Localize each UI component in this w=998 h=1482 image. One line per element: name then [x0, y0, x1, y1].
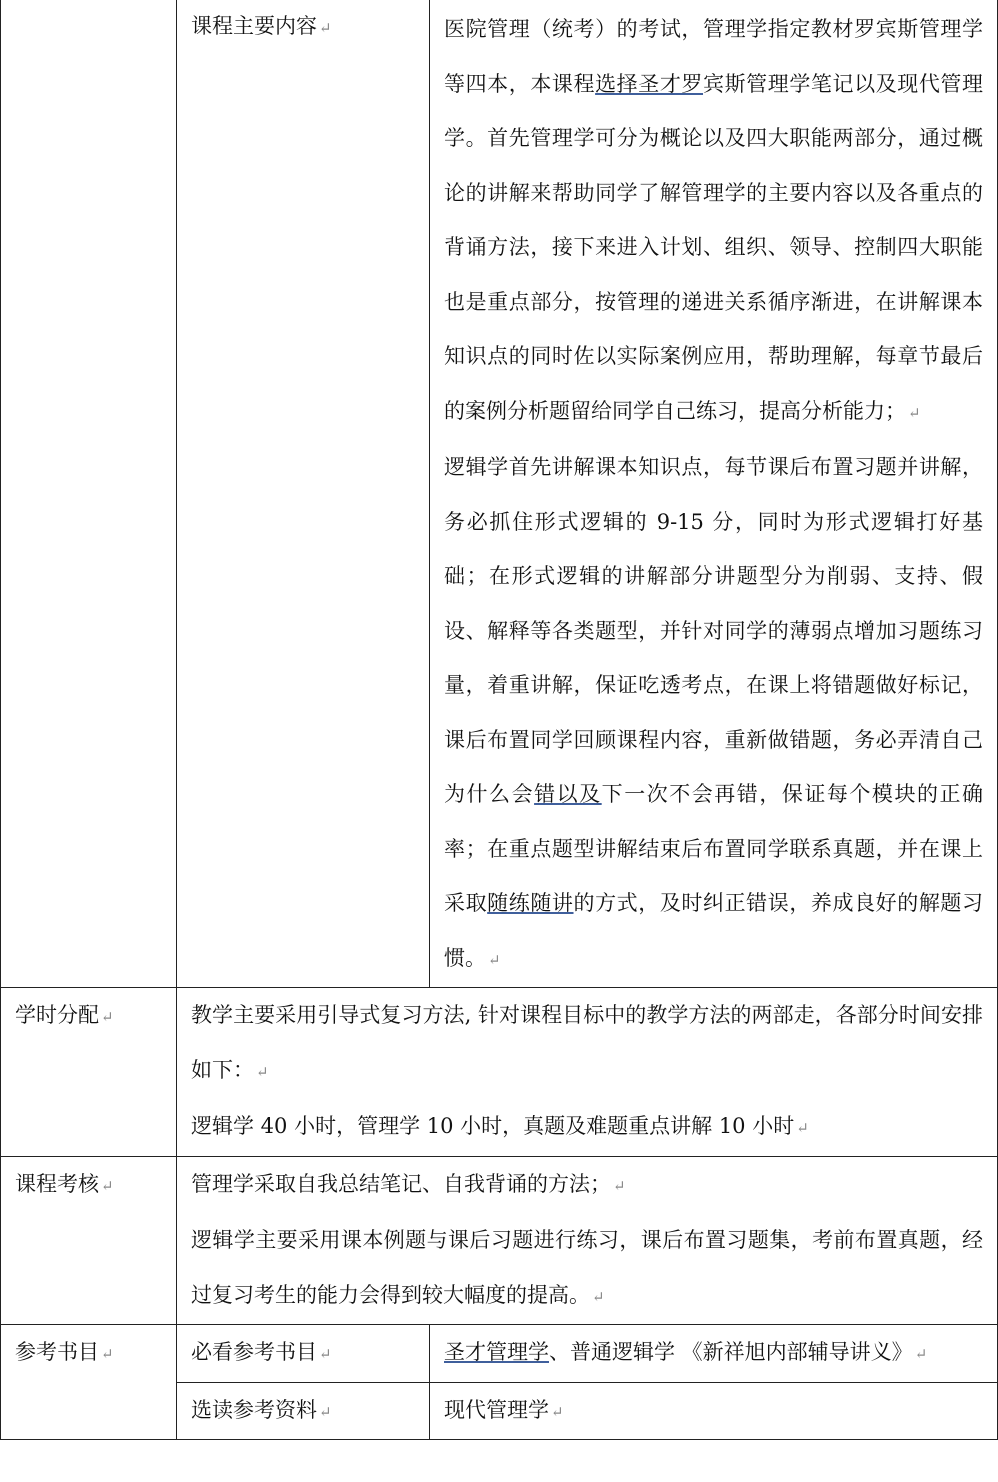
- row-books-required: [1, 1325, 998, 1383]
- hours-text-1: 教学主要采用引导式复习方法, 针对课程目标中的教学方法的两部走，各部分时间安排如下：: [191, 1003, 983, 1082]
- exam-text-1: 管理学采取自我总结笔记、自我背诵的方法；: [191, 1171, 611, 1196]
- label-cell-books: [1, 1325, 177, 1440]
- return-mark-icon: ↵: [101, 1345, 114, 1363]
- return-mark-icon: ↵: [613, 1176, 626, 1195]
- required-books-rest: 、普通逻辑学 《新祥旭内部辅导讲义》: [549, 1340, 913, 1364]
- row-hours: [1, 988, 998, 1157]
- exam-cell: [177, 1156, 998, 1325]
- return-mark-icon: ↵: [592, 1287, 605, 1306]
- optional-books-label-cell: [177, 1382, 430, 1440]
- required-book-1: 圣才管理学: [444, 1340, 549, 1364]
- hours-paragraph-1: [191, 988, 983, 1099]
- return-mark-icon: ↵: [319, 19, 332, 37]
- label-cell-content: [177, 0, 430, 988]
- management-paragraph: [444, 2, 983, 440]
- row-exam: [1, 1156, 998, 1325]
- optional-books-value: 现代管理学: [444, 1397, 549, 1422]
- return-mark-icon: ↵: [256, 1062, 269, 1081]
- optional-books-cell: [430, 1382, 998, 1440]
- management-text-2: 宾斯管理学笔记以及现代管理学。首先管理学可分为概论以及四大职能两部分，通过概论的讲解来帮助同学了解管理学的主要内容以及各重点的背诵方法，接下来进入计划、组织、领导、控制四大职能也是重点部分，按管理的递进关系循序渐进，在讲解课本知识点的同时佐以实际案例应用，帮助理解，每章节最后的案例分析题留给同学自己练习，提高分析能力；: [444, 71, 984, 423]
- required-books-cell: [430, 1325, 998, 1383]
- course-content-cell: [430, 0, 998, 988]
- logic-text-3: 的方式，及时纠正错误，养成良好的解题习惯。: [444, 891, 984, 970]
- books-label: 参考书目: [15, 1340, 99, 1364]
- return-mark-icon: ↵: [319, 1402, 332, 1421]
- return-mark-icon: ↵: [551, 1402, 564, 1421]
- hours-label: 学时分配: [15, 1003, 99, 1027]
- label-cell-exam: [1, 1156, 177, 1325]
- logic-text-1: 逻辑学首先讲解课本知识点，每节课后布置习题并讲解，务必抓住形式逻辑的 9-15 分，同时为形式逻辑打好基础；在形式逻辑的讲解部分讲题型分为削弱、支持、假设、解释等各类题型，并针对同学的薄弱点增加习题练习量，着重讲解，保证吃透考点，在课上将错题做好标记，课后布置同学回顾课程内容，重新做错题，务必弄清自己为什么会: [444, 455, 983, 806]
- empty-cell: [1, 0, 177, 988]
- return-mark-icon: ↵: [796, 1119, 809, 1137]
- underlined-text-1: 选择圣才罗: [595, 71, 704, 96]
- underlined-text-3: 随练随讲: [487, 891, 574, 915]
- course-content-label: 课程主要内容: [191, 14, 317, 38]
- return-mark-icon: ↵: [101, 1176, 114, 1195]
- return-mark-icon: ↵: [488, 950, 501, 969]
- label-cell-hours: [1, 988, 177, 1157]
- return-mark-icon: ↵: [908, 403, 921, 422]
- exam-paragraph-2: [191, 1213, 983, 1324]
- required-books-label: 必看参考书目: [191, 1340, 317, 1364]
- return-mark-icon: ↵: [319, 1345, 332, 1363]
- return-mark-icon: ↵: [101, 1008, 114, 1026]
- logic-paragraph: [444, 440, 983, 987]
- hours-paragraph-2: [191, 1099, 983, 1156]
- hours-text-2: 逻辑学 40 小时，管理学 10 小时，真题及难题重点讲解 10 小时: [191, 1114, 795, 1138]
- return-mark-icon: ↵: [914, 1345, 928, 1363]
- logic-text-2: 下一次不会再错，保证每个模块的正确率；在重点题型讲解结束后布置同学联系真题，并在课上采取: [444, 782, 984, 915]
- underlined-text-2: 错以及: [534, 782, 602, 806]
- exam-text-2: 逻辑学主要采用课本例题与课后习题进行练习，课后布置习题集，考前布置真题，经过复习考生的能力会得到较大幅度的提高。: [191, 1228, 983, 1307]
- exam-paragraph-1: [191, 1157, 983, 1214]
- row-course-content: [1, 0, 998, 988]
- hours-cell: [177, 988, 998, 1157]
- required-books-label-cell: [177, 1325, 430, 1383]
- exam-label: 课程考核: [15, 1171, 99, 1196]
- management-text-1: 医院管理（统考）的考试，管理学指定教材罗宾斯管理学等四本，本课程: [444, 17, 983, 96]
- optional-books-label: 选读参考资料: [191, 1397, 317, 1422]
